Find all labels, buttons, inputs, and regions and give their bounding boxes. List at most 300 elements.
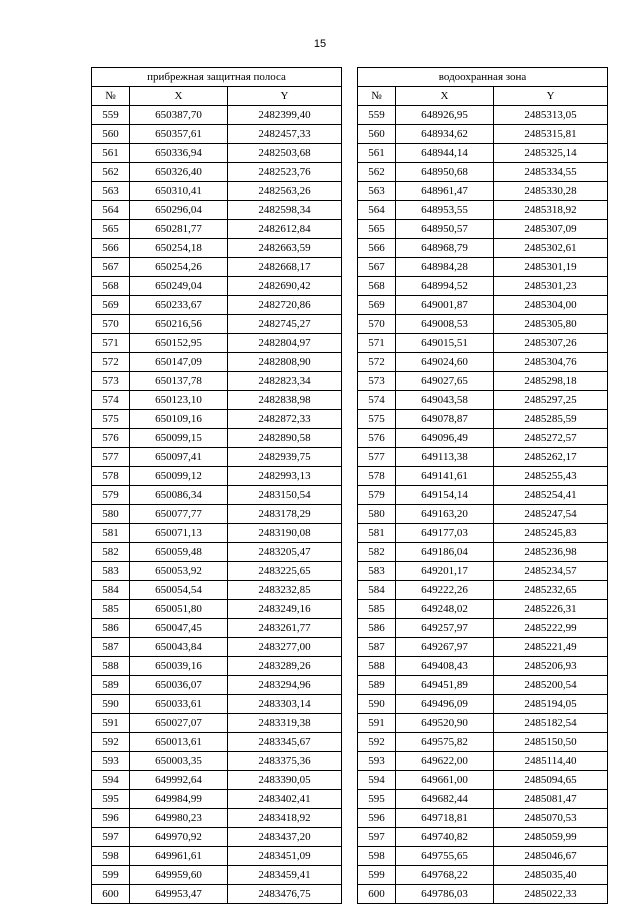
left-y-coordinate-cell: 2483345,67 (228, 733, 342, 752)
right-x-coordinate-cell: 649768,22 (396, 866, 494, 885)
right-x-coordinate-cell: 649113,38 (396, 448, 494, 467)
left-x-coordinate-cell: 650249,04 (130, 277, 228, 296)
table-row (92, 144, 608, 163)
right-y-coordinate-cell: 2485150,50 (494, 733, 608, 752)
table-row (92, 125, 608, 144)
left-point-number-cell: 598 (92, 847, 130, 866)
right-y-coordinate-cell: 2485234,57 (494, 562, 608, 581)
column-gap (342, 277, 358, 296)
coastal-protective-strip-title: прибрежная защитная полоса (92, 68, 342, 87)
right-y-coordinate-cell: 2485070,53 (494, 809, 608, 828)
left-x-coordinate-cell: 650357,61 (130, 125, 228, 144)
left-x-coordinate-cell: 650097,41 (130, 448, 228, 467)
right-x-coordinate-cell: 649043,58 (396, 391, 494, 410)
right-point-number-cell: 560 (358, 125, 396, 144)
left-point-number-cell: 561 (92, 144, 130, 163)
right-x-coordinate-cell: 649622,00 (396, 752, 494, 771)
left-x-coordinate-cell: 649992,64 (130, 771, 228, 790)
table-row (92, 714, 608, 733)
right-point-number-cell: 597 (358, 828, 396, 847)
right-point-number-cell: 568 (358, 277, 396, 296)
left-y-coordinate-cell: 2483150,54 (228, 486, 342, 505)
right-y-coordinate-cell: 2485046,67 (494, 847, 608, 866)
right-point-number-cell: 565 (358, 220, 396, 239)
right-x-coordinate-cell: 649682,44 (396, 790, 494, 809)
left-y-coordinate-cell: 2483190,08 (228, 524, 342, 543)
left-point-number-cell: 577 (92, 448, 130, 467)
right-x-coordinate-cell: 649078,87 (396, 410, 494, 429)
right-x-coordinate-cell: 649027,65 (396, 372, 494, 391)
left-point-number-cell: 580 (92, 505, 130, 524)
table-row (92, 809, 608, 828)
right-point-number-cell: 574 (358, 391, 396, 410)
column-gap (342, 258, 358, 277)
left-y-coordinate-cell: 2482612,84 (228, 220, 342, 239)
right-point-number-cell: 579 (358, 486, 396, 505)
right-x-coordinate-cell: 649786,03 (396, 885, 494, 904)
table-row (92, 448, 608, 467)
left-x-coordinate-cell: 650137,78 (130, 372, 228, 391)
left-x-coordinate-cell: 650047,45 (130, 619, 228, 638)
left-x-coordinate-cell: 649984,99 (130, 790, 228, 809)
left-y-coordinate-cell: 2482663,59 (228, 239, 342, 258)
column-gap (342, 771, 358, 790)
left-point-number-cell: 574 (92, 391, 130, 410)
left-number-header: № (92, 87, 130, 106)
right-y-coordinate-cell: 2485304,00 (494, 296, 608, 315)
right-y-coordinate-cell: 2485325,14 (494, 144, 608, 163)
left-point-number-cell: 583 (92, 562, 130, 581)
left-x-coordinate-cell: 650086,34 (130, 486, 228, 505)
right-y-coordinate-cell: 2485035,40 (494, 866, 608, 885)
right-x-coordinate-cell: 649248,02 (396, 600, 494, 619)
left-point-number-cell: 591 (92, 714, 130, 733)
table-row (92, 239, 608, 258)
right-x-coordinate-cell: 648926,95 (396, 106, 494, 125)
left-y-coordinate-cell: 2482457,33 (228, 125, 342, 144)
left-y-coordinate-cell: 2482523,76 (228, 163, 342, 182)
column-gap (342, 676, 358, 695)
right-point-number-cell: 591 (358, 714, 396, 733)
left-x-coordinate-cell: 650053,92 (130, 562, 228, 581)
left-y-coordinate-cell: 2483294,96 (228, 676, 342, 695)
page-number: 15 (313, 38, 327, 50)
left-point-number-cell: 593 (92, 752, 130, 771)
right-point-number-cell: 570 (358, 315, 396, 334)
left-y-coordinate-cell: 2483390,05 (228, 771, 342, 790)
column-gap (342, 524, 358, 543)
left-x-coordinate-cell: 650054,54 (130, 581, 228, 600)
left-y-coordinate-cell: 2482745,27 (228, 315, 342, 334)
table-row (92, 657, 608, 676)
left-x-coordinate-cell: 649970,92 (130, 828, 228, 847)
left-y-coordinate-cell: 2483289,26 (228, 657, 342, 676)
right-x-coordinate-cell: 649177,03 (396, 524, 494, 543)
right-y-coordinate-cell: 2485307,26 (494, 334, 608, 353)
left-y-coordinate-cell: 2483476,75 (228, 885, 342, 904)
right-point-number-cell: 594 (358, 771, 396, 790)
right-point-number-cell: 564 (358, 201, 396, 220)
left-x-coordinate-cell: 649953,47 (130, 885, 228, 904)
right-point-number-cell: 600 (358, 885, 396, 904)
right-x-coordinate-cell: 649496,09 (396, 695, 494, 714)
left-x-coordinate-cell: 649959,60 (130, 866, 228, 885)
column-gap (342, 315, 358, 334)
left-x-coordinate-cell: 650152,95 (130, 334, 228, 353)
table-row (92, 201, 608, 220)
left-y-coordinate-cell: 2482598,34 (228, 201, 342, 220)
right-x-coordinate-cell: 648984,28 (396, 258, 494, 277)
right-y-coordinate-cell: 2485200,54 (494, 676, 608, 695)
left-y-coordinate-cell: 2483225,65 (228, 562, 342, 581)
right-x-coordinate-cell: 649222,26 (396, 581, 494, 600)
left-y-coordinate-cell: 2483261,77 (228, 619, 342, 638)
left-y-coordinate-cell: 2483437,20 (228, 828, 342, 847)
left-x-coordinate-cell: 650281,77 (130, 220, 228, 239)
right-x-coordinate-cell: 648994,52 (396, 277, 494, 296)
left-y-coordinate-cell: 2483249,16 (228, 600, 342, 619)
right-y-coordinate-cell: 2485182,54 (494, 714, 608, 733)
right-x-coordinate-cell: 649740,82 (396, 828, 494, 847)
right-point-number-cell: 595 (358, 790, 396, 809)
left-point-number-cell: 592 (92, 733, 130, 752)
right-x-coordinate-cell: 648961,47 (396, 182, 494, 201)
right-y-coordinate-cell: 2485272,57 (494, 429, 608, 448)
left-x-coordinate-cell: 650077,77 (130, 505, 228, 524)
left-point-number-cell: 559 (92, 106, 130, 125)
right-x-coordinate-cell: 649267,97 (396, 638, 494, 657)
right-x-coordinate-cell: 649257,97 (396, 619, 494, 638)
left-x-coordinate-cell: 650147,09 (130, 353, 228, 372)
right-x-coordinate-cell: 648934,62 (396, 125, 494, 144)
left-x-coordinate-cell: 650254,18 (130, 239, 228, 258)
left-point-number-cell: 578 (92, 467, 130, 486)
right-point-number-cell: 598 (358, 847, 396, 866)
left-y-coordinate-cell: 2482939,75 (228, 448, 342, 467)
right-x-coordinate-cell: 649141,61 (396, 467, 494, 486)
column-gap (342, 353, 358, 372)
left-point-number-cell: 582 (92, 543, 130, 562)
column-gap (342, 87, 358, 106)
left-point-number-cell: 590 (92, 695, 130, 714)
table-row (92, 847, 608, 866)
right-y-coordinate-cell: 2485247,54 (494, 505, 608, 524)
right-y-coordinate-cell: 2485304,76 (494, 353, 608, 372)
left-x-coordinate-cell: 650033,61 (130, 695, 228, 714)
right-point-number-cell: 567 (358, 258, 396, 277)
right-x-coordinate-cell: 649001,87 (396, 296, 494, 315)
column-gap (342, 600, 358, 619)
column-gap (342, 429, 358, 448)
right-point-number-cell: 566 (358, 239, 396, 258)
right-point-number-cell: 559 (358, 106, 396, 125)
left-y-coordinate-cell: 2483375,36 (228, 752, 342, 771)
left-y-coordinate-cell: 2482993,13 (228, 467, 342, 486)
column-gap (342, 467, 358, 486)
table-row (92, 182, 608, 201)
right-x-coordinate-cell: 649718,81 (396, 809, 494, 828)
column-gap (342, 885, 358, 904)
right-y-coordinate-cell: 2485221,49 (494, 638, 608, 657)
table-row (92, 581, 608, 600)
table-row (92, 733, 608, 752)
column-gap (342, 790, 358, 809)
right-point-number-cell: 599 (358, 866, 396, 885)
column-gap (342, 372, 358, 391)
right-point-number-cell: 569 (358, 296, 396, 315)
left-point-number-cell: 564 (92, 201, 130, 220)
left-x-coordinate-cell: 650003,35 (130, 752, 228, 771)
right-x-coordinate-cell: 649408,43 (396, 657, 494, 676)
column-gap (342, 828, 358, 847)
left-point-number-cell: 594 (92, 771, 130, 790)
table-row (92, 315, 608, 334)
column-gap (342, 296, 358, 315)
right-point-number-cell: 583 (358, 562, 396, 581)
column-gap (342, 543, 358, 562)
right-point-number-cell: 586 (358, 619, 396, 638)
right-point-number-cell: 573 (358, 372, 396, 391)
left-x-coordinate-cell: 650109,16 (130, 410, 228, 429)
column-gap (342, 619, 358, 638)
left-x-coordinate-cell: 650326,40 (130, 163, 228, 182)
right-point-number-cell: 580 (358, 505, 396, 524)
right-x-coordinate-cell: 649451,89 (396, 676, 494, 695)
right-x-coordinate-cell: 648950,57 (396, 220, 494, 239)
column-gap (342, 866, 358, 885)
right-y-coordinate-cell: 2485255,43 (494, 467, 608, 486)
table-row (92, 866, 608, 885)
right-y-coordinate-cell: 2485245,83 (494, 524, 608, 543)
column-gap (342, 125, 358, 144)
right-point-number-cell: 592 (358, 733, 396, 752)
right-y-coordinate-cell: 2485285,59 (494, 410, 608, 429)
table-row (92, 296, 608, 315)
left-x-coordinate-cell: 650216,56 (130, 315, 228, 334)
table-row (92, 353, 608, 372)
table-row (92, 543, 608, 562)
left-x-coordinate-cell: 650027,07 (130, 714, 228, 733)
column-gap (342, 106, 358, 125)
table-row (92, 467, 608, 486)
column-gap (342, 486, 358, 505)
right-x-coordinate-cell: 649201,17 (396, 562, 494, 581)
right-x-coordinate-cell: 648968,79 (396, 239, 494, 258)
water-protection-zone-title: водоохранная зона (358, 68, 608, 87)
right-x-coordinate-cell: 649186,04 (396, 543, 494, 562)
column-gap (342, 201, 358, 220)
column-gap (342, 752, 358, 771)
left-y-header: Y (228, 87, 342, 106)
table-row (92, 277, 608, 296)
left-x-coordinate-cell: 650099,12 (130, 467, 228, 486)
right-y-coordinate-cell: 2485206,93 (494, 657, 608, 676)
left-point-number-cell: 572 (92, 353, 130, 372)
table-row (92, 771, 608, 790)
left-point-number-cell: 599 (92, 866, 130, 885)
left-y-coordinate-cell: 2482399,40 (228, 106, 342, 125)
left-point-number-cell: 573 (92, 372, 130, 391)
table-row (92, 410, 608, 429)
table-row (92, 600, 608, 619)
left-x-coordinate-cell: 650123,10 (130, 391, 228, 410)
right-point-number-cell: 578 (358, 467, 396, 486)
right-y-coordinate-cell: 2485094,65 (494, 771, 608, 790)
right-y-coordinate-cell: 2485318,92 (494, 201, 608, 220)
right-x-coordinate-cell: 649163,20 (396, 505, 494, 524)
column-gap (342, 410, 358, 429)
left-x-coordinate-cell: 650039,16 (130, 657, 228, 676)
left-x-coordinate-cell: 650254,26 (130, 258, 228, 277)
left-y-coordinate-cell: 2483451,09 (228, 847, 342, 866)
table-row (92, 752, 608, 771)
right-x-coordinate-cell: 649755,65 (396, 847, 494, 866)
left-y-coordinate-cell: 2482838,98 (228, 391, 342, 410)
left-y-coordinate-cell: 2482804,97 (228, 334, 342, 353)
left-y-coordinate-cell: 2483303,14 (228, 695, 342, 714)
left-point-number-cell: 586 (92, 619, 130, 638)
left-x-coordinate-cell: 650051,80 (130, 600, 228, 619)
left-y-coordinate-cell: 2482720,86 (228, 296, 342, 315)
left-y-coordinate-cell: 2482872,33 (228, 410, 342, 429)
left-y-coordinate-cell: 2483459,41 (228, 866, 342, 885)
right-point-number-cell: 587 (358, 638, 396, 657)
table-row (92, 638, 608, 657)
right-x-coordinate-cell: 649520,90 (396, 714, 494, 733)
table-row (92, 885, 608, 904)
column-gap (342, 847, 358, 866)
left-y-coordinate-cell: 2483178,29 (228, 505, 342, 524)
column-gap (342, 809, 358, 828)
left-x-coordinate-cell: 649980,23 (130, 809, 228, 828)
right-x-coordinate-cell: 649096,49 (396, 429, 494, 448)
right-x-coordinate-cell: 649154,14 (396, 486, 494, 505)
column-gap (342, 695, 358, 714)
right-x-coordinate-cell: 648953,55 (396, 201, 494, 220)
table-row (92, 372, 608, 391)
table-row (92, 106, 608, 125)
right-point-number-cell: 572 (358, 353, 396, 372)
table-row (92, 163, 608, 182)
right-y-coordinate-cell: 2485236,98 (494, 543, 608, 562)
coordinates-table (91, 67, 608, 904)
left-point-number-cell: 581 (92, 524, 130, 543)
left-x-coordinate-cell: 650071,13 (130, 524, 228, 543)
left-point-number-cell: 589 (92, 676, 130, 695)
right-y-coordinate-cell: 2485307,09 (494, 220, 608, 239)
left-x-coordinate-cell: 650013,61 (130, 733, 228, 752)
left-y-coordinate-cell: 2482690,42 (228, 277, 342, 296)
left-point-number-cell: 575 (92, 410, 130, 429)
right-point-number-cell: 577 (358, 448, 396, 467)
right-y-coordinate-cell: 2485330,28 (494, 182, 608, 201)
right-y-coordinate-cell: 2485059,99 (494, 828, 608, 847)
right-point-number-cell: 585 (358, 600, 396, 619)
left-point-number-cell: 576 (92, 429, 130, 448)
left-y-coordinate-cell: 2482503,68 (228, 144, 342, 163)
left-point-number-cell: 562 (92, 163, 130, 182)
table-row (92, 828, 608, 847)
column-gap (342, 391, 358, 410)
column-gap (342, 714, 358, 733)
right-x-coordinate-cell: 648944,14 (396, 144, 494, 163)
left-point-number-cell: 596 (92, 809, 130, 828)
left-point-number-cell: 595 (92, 790, 130, 809)
table-row (92, 334, 608, 353)
left-y-coordinate-cell: 2483205,47 (228, 543, 342, 562)
right-point-number-cell: 588 (358, 657, 396, 676)
right-y-coordinate-cell: 2485022,33 (494, 885, 608, 904)
left-y-coordinate-cell: 2482563,26 (228, 182, 342, 201)
right-y-coordinate-cell: 2485298,18 (494, 372, 608, 391)
left-x-coordinate-cell: 650043,84 (130, 638, 228, 657)
table-row (92, 391, 608, 410)
right-point-number-cell: 571 (358, 334, 396, 353)
right-x-coordinate-cell: 649024,60 (396, 353, 494, 372)
left-y-coordinate-cell: 2482823,34 (228, 372, 342, 391)
right-x-coordinate-cell: 649575,82 (396, 733, 494, 752)
left-point-number-cell: 579 (92, 486, 130, 505)
right-x-header: X (396, 87, 494, 106)
column-gap (342, 220, 358, 239)
right-y-coordinate-cell: 2485114,40 (494, 752, 608, 771)
right-y-coordinate-cell: 2485254,41 (494, 486, 608, 505)
left-x-coordinate-cell: 650099,15 (130, 429, 228, 448)
right-point-number-cell: 561 (358, 144, 396, 163)
left-point-number-cell: 569 (92, 296, 130, 315)
column-gap (342, 562, 358, 581)
left-point-number-cell: 568 (92, 277, 130, 296)
left-x-coordinate-cell: 650233,67 (130, 296, 228, 315)
right-y-coordinate-cell: 2485232,65 (494, 581, 608, 600)
left-x-coordinate-cell: 650059,48 (130, 543, 228, 562)
right-point-number-cell: 563 (358, 182, 396, 201)
table-row (92, 429, 608, 448)
right-x-coordinate-cell: 649015,51 (396, 334, 494, 353)
right-y-header: Y (494, 87, 608, 106)
right-point-number-cell: 562 (358, 163, 396, 182)
right-point-number-cell: 576 (358, 429, 396, 448)
right-y-coordinate-cell: 2485297,25 (494, 391, 608, 410)
left-point-number-cell: 565 (92, 220, 130, 239)
right-y-coordinate-cell: 2485226,31 (494, 600, 608, 619)
column-gap (342, 239, 358, 258)
left-x-header: X (130, 87, 228, 106)
column-gap (342, 638, 358, 657)
column-gap (342, 581, 358, 600)
left-x-coordinate-cell: 650296,04 (130, 201, 228, 220)
left-y-coordinate-cell: 2483319,38 (228, 714, 342, 733)
table-row (92, 220, 608, 239)
table-row (92, 676, 608, 695)
table-row (92, 790, 608, 809)
left-point-number-cell: 571 (92, 334, 130, 353)
left-y-coordinate-cell: 2483402,41 (228, 790, 342, 809)
right-x-coordinate-cell: 648950,68 (396, 163, 494, 182)
table-row (92, 524, 608, 543)
table-row (92, 258, 608, 277)
right-y-coordinate-cell: 2485262,17 (494, 448, 608, 467)
table-body (92, 106, 608, 904)
right-x-coordinate-cell: 649661,00 (396, 771, 494, 790)
table-row (92, 695, 608, 714)
right-y-coordinate-cell: 2485301,23 (494, 277, 608, 296)
right-y-coordinate-cell: 2485222,99 (494, 619, 608, 638)
left-point-number-cell: 587 (92, 638, 130, 657)
right-y-coordinate-cell: 2485194,05 (494, 695, 608, 714)
table-row (92, 562, 608, 581)
column-gap (342, 68, 358, 87)
